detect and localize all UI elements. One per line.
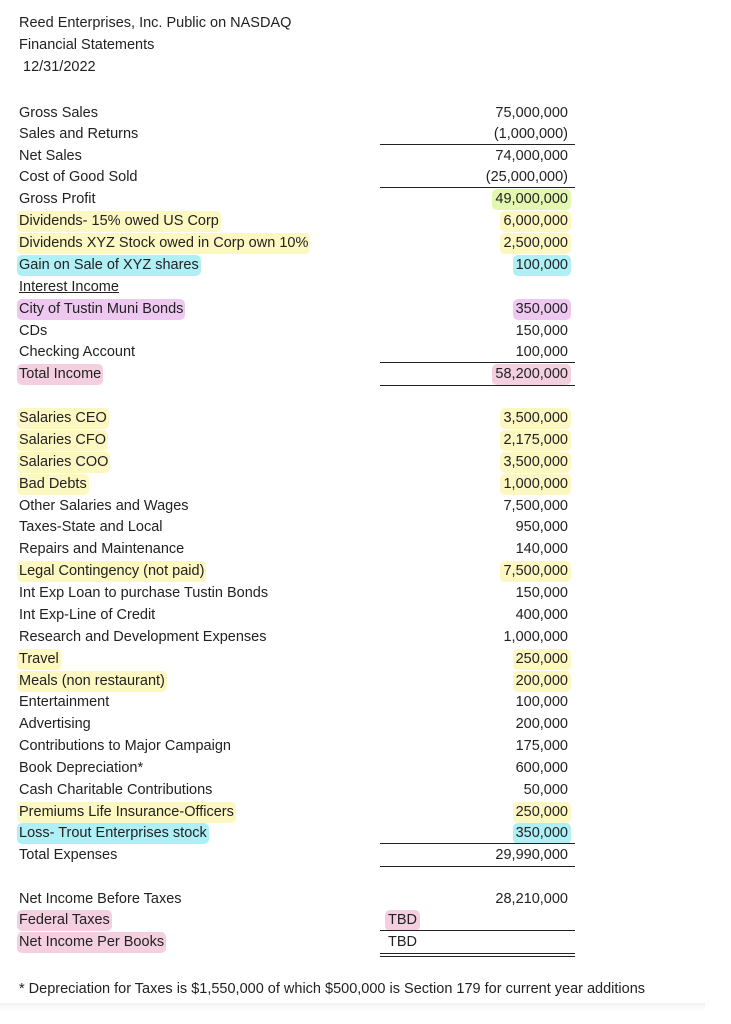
- expense-total-row: [0, 845, 731, 867]
- expense-row: [0, 430, 731, 452]
- row-value: 2,500,000: [500, 233, 571, 254]
- expense-row: [0, 517, 731, 539]
- row-value: 3,500,000: [500, 452, 571, 473]
- row-value: 1,000,000: [503, 629, 568, 645]
- income-row: [0, 233, 731, 255]
- row-value: 250,000: [513, 649, 571, 670]
- row-label: Net Sales: [19, 148, 82, 164]
- row-label: Advertising: [19, 716, 91, 732]
- row-value: 7,500,000: [500, 561, 571, 582]
- rule-line: [380, 187, 575, 188]
- income-row: [0, 277, 731, 299]
- row-value: 50,000: [523, 782, 568, 798]
- rule-line: [380, 843, 575, 844]
- row-value: 100,000: [515, 694, 568, 710]
- row-value: 600,000: [515, 760, 568, 776]
- rule-line: [380, 144, 575, 145]
- row-label: Cost of Good Sold: [19, 169, 138, 185]
- row-value: 350,000: [513, 823, 571, 844]
- row-value: 2,175,000: [500, 430, 571, 451]
- row-label: Cash Charitable Contributions: [19, 782, 213, 798]
- rule-line: [380, 956, 575, 957]
- row-value: 150,000: [515, 323, 568, 339]
- row-label: CDs: [19, 323, 48, 339]
- row-label: Sales and Returns: [19, 126, 139, 142]
- rule-line: [380, 362, 575, 363]
- expense-row: [0, 627, 731, 649]
- income-row: [0, 342, 731, 364]
- rule-line: [380, 866, 575, 867]
- row-value: 200,000: [515, 716, 568, 732]
- income-row: [0, 167, 731, 189]
- row-label: Dividends XYZ Stock owed in Corp own 10%: [17, 233, 310, 254]
- row-value: 3,500,000: [500, 408, 571, 429]
- row-label: Int Exp-Line of Credit: [19, 607, 156, 623]
- row-label: Contributions to Major Campaign: [19, 738, 231, 754]
- net-income-per-books-row: [0, 932, 731, 954]
- expense-row: [0, 561, 731, 583]
- expense-row: [0, 452, 731, 474]
- row-value: (25,000,000): [485, 169, 568, 185]
- row-value: 1,000,000: [500, 474, 571, 495]
- expense-row: [0, 474, 731, 496]
- row-label: Gross Profit: [19, 191, 96, 207]
- federal-taxes-row: [0, 910, 731, 932]
- section-subheading: Interest Income: [19, 279, 119, 295]
- row-value: 49,000,000: [492, 189, 571, 210]
- row-label: Repairs and Maintenance: [19, 541, 185, 557]
- expense-row: [0, 408, 731, 430]
- row-value: 350,000: [513, 299, 571, 320]
- row-label: Taxes-State and Local: [19, 519, 163, 535]
- row-value: 150,000: [515, 585, 568, 601]
- row-label: Other Salaries and Wages: [19, 498, 189, 514]
- row-value: 6,000,000: [500, 211, 571, 232]
- income-row: [0, 103, 731, 125]
- expense-row: [0, 583, 731, 605]
- company-name: Reed Enterprises, Inc. Public on NASDAQ: [19, 15, 292, 31]
- expense-row: [0, 605, 731, 627]
- row-label: Loss- Trout Enterprises stock: [17, 823, 209, 844]
- income-row: [0, 146, 731, 168]
- expense-row: [0, 539, 731, 561]
- row-label: Travel: [17, 649, 61, 670]
- row-label: Premiums Life Insurance-Officers: [17, 802, 236, 823]
- row-label: Net Income Per Books: [17, 932, 166, 953]
- page-bottom-shadow: [0, 1003, 705, 1011]
- expense-row: [0, 692, 731, 714]
- income-row: [0, 321, 731, 343]
- row-value: 28,210,000: [495, 891, 568, 907]
- row-value: 75,000,000: [495, 105, 568, 121]
- expense-row: [0, 736, 731, 758]
- row-label: Total Income: [17, 364, 103, 385]
- row-label: Salaries CFO: [17, 430, 108, 451]
- row-value: 100,000: [513, 255, 571, 276]
- income-total-row: [0, 364, 731, 386]
- row-value: 100,000: [515, 344, 568, 360]
- expense-row: [0, 780, 731, 802]
- rule-line: [380, 953, 575, 954]
- row-label: Book Depreciation*: [19, 760, 144, 776]
- expense-row: [0, 496, 731, 518]
- row-value: 250,000: [513, 802, 571, 823]
- row-value: 140,000: [515, 541, 568, 557]
- row-value: 175,000: [515, 738, 568, 754]
- row-label: Salaries CEO: [17, 408, 109, 429]
- row-value: 29,990,000: [495, 847, 568, 863]
- row-value: 74,000,000: [495, 148, 568, 164]
- row-label: City of Tustin Muni Bonds: [17, 299, 185, 320]
- income-row: [0, 299, 731, 321]
- expense-row: [0, 802, 731, 824]
- row-label: Gross Sales: [19, 105, 98, 121]
- row-label: Research and Development Expenses: [19, 629, 267, 645]
- expense-row: [0, 649, 731, 671]
- net-income-before-taxes-row: [0, 889, 731, 911]
- row-label: Gain on Sale of XYZ shares: [17, 255, 201, 276]
- depreciation-footnote: * Depreciation for Taxes is $1,550,000 of which $500,000 is Section 179 for current year additions: [19, 981, 646, 997]
- row-label: Salaries COO: [17, 452, 110, 473]
- row-value: 950,000: [515, 519, 568, 535]
- expense-row: [0, 671, 731, 693]
- expense-row: [0, 714, 731, 736]
- row-label: Checking Account: [19, 344, 136, 360]
- row-label: Dividends- 15% owed US Corp: [17, 211, 221, 232]
- row-value: 400,000: [515, 607, 568, 623]
- row-value: (1,000,000): [493, 126, 568, 142]
- expense-row: [0, 758, 731, 780]
- income-row: [0, 124, 731, 146]
- expense-row: [0, 823, 731, 845]
- rule-line: [380, 385, 575, 386]
- row-label: Meals (non restaurant): [17, 671, 167, 692]
- statement-date: 12/31/2022: [23, 59, 96, 75]
- row-label: Federal Taxes: [17, 910, 112, 931]
- row-label: Bad Debts: [17, 474, 89, 495]
- rule-line: [380, 930, 575, 931]
- row-label: Total Expenses: [19, 847, 118, 863]
- row-label: Legal Contingency (not paid): [17, 561, 206, 582]
- row-value: 58,200,000: [492, 364, 571, 385]
- row-label: Net Income Before Taxes: [19, 891, 182, 907]
- row-label: Int Exp Loan to purchase Tustin Bonds: [19, 585, 269, 601]
- row-value: 7,500,000: [503, 498, 568, 514]
- row-label: Entertainment: [19, 694, 110, 710]
- income-row: [0, 189, 731, 211]
- income-row: [0, 211, 731, 233]
- row-value: TBD: [385, 910, 420, 931]
- income-row: [0, 255, 731, 277]
- statement-title: Financial Statements: [19, 37, 155, 53]
- row-value: TBD: [388, 934, 417, 950]
- row-value: 200,000: [513, 671, 571, 692]
